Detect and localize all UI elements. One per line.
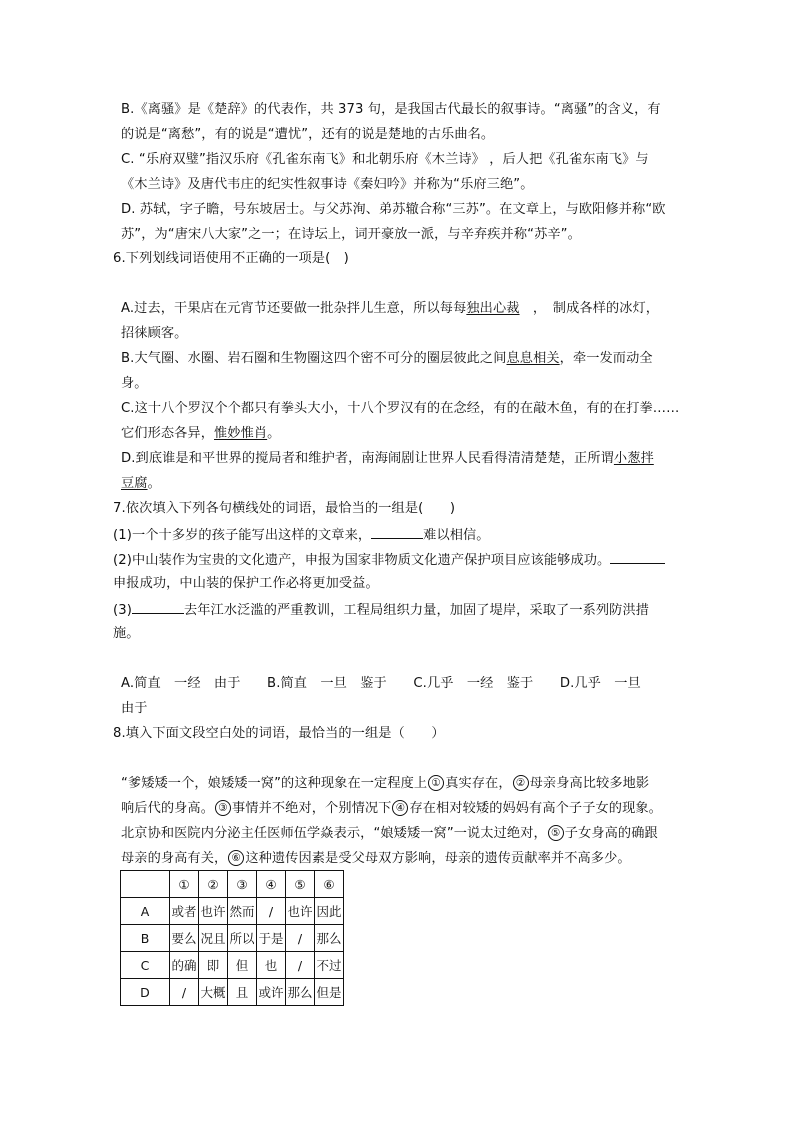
- q6-option-b-line2: 身。: [121, 376, 148, 391]
- table-cell: /: [286, 952, 315, 979]
- blank-marker-2: ②: [513, 775, 529, 791]
- q7-sentence-1: [113, 524, 490, 546]
- table-cell: 也许: [199, 898, 228, 925]
- q7-sentence-2-cont: 申报成功，中山装的保护工作必将更加受益。: [113, 576, 379, 591]
- q6-option-b-line1: [121, 349, 653, 369]
- table-header-cell: ①: [170, 871, 199, 898]
- table-cell: 但: [228, 952, 257, 979]
- table-cell: 要么: [170, 925, 199, 952]
- table-row-label: D: [121, 979, 170, 1006]
- table-cell: 况且: [199, 925, 228, 952]
- q6-c-text-post: 。: [267, 426, 281, 441]
- table-cell: [121, 871, 170, 898]
- blank-marker-5: ⑤: [548, 825, 564, 841]
- q6-a-underlined-word: 独出心裁: [466, 301, 520, 316]
- table-row-label: B: [121, 925, 170, 952]
- q6-d-text-pre: D.到底谁是和平世界的搅局者和维护者，南海闹剧让世界人民看得清清楚楚，正所谓: [121, 451, 614, 466]
- table-cell: /: [286, 925, 315, 952]
- q7-s3-post: 去年江水泛滥的严重教训，工程局组织力量，加固了堤岸，采取了一系列防洪措: [183, 603, 650, 618]
- table-cell: 所以: [228, 925, 257, 952]
- q8-text: 母亲的身高有关，: [121, 851, 228, 866]
- table-row-label: A: [121, 898, 170, 925]
- table-cell: 那么: [286, 979, 315, 1006]
- q8-text: 这种遗传因素是受父母双方影响，母亲的遗传贡献率并不高多少。: [245, 851, 631, 866]
- table-cell: 不过: [315, 952, 344, 979]
- q8-passage-line3: [121, 824, 658, 844]
- q8-options-table: [120, 870, 344, 1006]
- q5-option-b-line2: 的说是“离愁”，有的说是“遭忧”，还有的说是楚地的古乐曲名。: [121, 127, 495, 142]
- q8-text: “爹矮矮一个，娘矮矮一窝”的这种现象在一定程度上: [121, 776, 428, 791]
- q8-passage-line4: [121, 849, 631, 869]
- table-row: [121, 925, 344, 952]
- blank-marker-6: ⑥: [228, 850, 244, 866]
- blank-marker-4: ④: [392, 800, 408, 816]
- q5-option-b-line1: B.《离骚》是《楚辞》的代表作，共 373 句，是我国古代最长的叙事诗。“离骚”的含义，有: [121, 102, 661, 117]
- table-cell: 的确: [170, 952, 199, 979]
- q5-option-c-line1: C. “乐府双璧”指汉乐府《孔雀东南飞》和北朝乐府《木兰诗》 ，后人把《孔雀东南飞》与: [121, 152, 649, 167]
- q7-sentence-2: [113, 549, 665, 571]
- q6-d-underlined-word: 小葱拌: [613, 451, 654, 466]
- table-cell: 大概: [199, 979, 228, 1006]
- q6-b-text-pre: B.大气圈、水圈、岩石圈和生物圈这四个密不可分的圈层彼此之间: [121, 351, 507, 366]
- q5-option-c-line2: 《木兰诗》及唐代韦庄的纪实性叙事诗《秦妇吟》并称为“乐府三绝”。: [121, 177, 534, 192]
- q7-blank-2: [610, 549, 665, 564]
- q7-sentence-3-cont: 施。: [113, 626, 140, 641]
- q7-blank-1: [371, 524, 423, 539]
- blank-marker-3: ③: [215, 800, 231, 816]
- table-header-cell: ⑤: [286, 871, 315, 898]
- table-cell: 或许: [257, 979, 286, 1006]
- q7-s3-pre: (3): [113, 603, 132, 618]
- q7-sentence-3: [113, 599, 649, 621]
- q6-b-underlined-word: 息息相关: [506, 351, 560, 366]
- q6-stem: 6.下列划线词语使用不正确的一项是( ): [113, 251, 349, 266]
- table-header-cell: ④: [257, 871, 286, 898]
- q7-blank-3: [132, 599, 184, 614]
- table-header-cell: ②: [199, 871, 228, 898]
- table-header-cell: ⑥: [315, 871, 344, 898]
- table-cell: 但是: [315, 979, 344, 1006]
- table-row-label: C: [121, 952, 170, 979]
- table-row: [121, 898, 344, 925]
- q8-text: 存在相对较矮的妈妈有高个子子女的现象。: [409, 801, 662, 816]
- q6-a-text-pre: A.过去，干果店在元宵节还要做一批杂拌儿生意，所以每每: [121, 301, 467, 316]
- q6-c-underlined-word: 惟妙惟肖: [214, 426, 268, 441]
- table-cell: /: [170, 979, 199, 1006]
- q6-option-d-line1: [121, 449, 654, 469]
- q6-option-d-line2: [121, 474, 161, 494]
- table-header-cell: ③: [228, 871, 257, 898]
- q5-option-d-line2: 苏”，为“唐宋八大家”之一；在诗坛上，词开豪放一派，与辛弃疾并称“苏辛”。: [121, 227, 581, 242]
- table-cell: 也: [257, 952, 286, 979]
- q8-text: 事情并不绝对，个别情况下: [232, 801, 392, 816]
- q8-text: 响后代的身高。: [121, 801, 215, 816]
- table-header-row: [121, 871, 344, 898]
- table-cell: 因此: [315, 898, 344, 925]
- q6-option-a-line2: 招徕顾客。: [121, 326, 188, 341]
- table-cell: 然而: [228, 898, 257, 925]
- q6-c-text-pre: 它们形态各异，: [121, 426, 215, 441]
- q7-s1-post: 难以相信。: [423, 528, 490, 543]
- q6-b-text-post: ，牵一发而动全: [559, 351, 653, 366]
- q6-d-underlined-word-cont: 豆腐: [121, 476, 148, 491]
- q6-option-c-line1: C.这十八个罗汉个个都只有拳头大小，十八个罗汉有的在念经，有的在敲木鱼，有的在打拳……: [121, 401, 680, 416]
- q8-passage-line1: [121, 774, 649, 794]
- table-cell: 或者: [170, 898, 199, 925]
- q7-options-line2: 由于: [121, 701, 148, 716]
- table-cell: 也许: [286, 898, 315, 925]
- blank-marker-1: ①: [428, 775, 444, 791]
- q8-text: 子女身高的确跟: [564, 826, 658, 841]
- table-cell: 那么: [315, 925, 344, 952]
- q6-a-text-post: ， 制成各样的冰灯，: [519, 301, 660, 316]
- table-cell: 即: [199, 952, 228, 979]
- q7-options-line1: A.简直 一经 由于 B.简直 一旦 鉴于 C.几乎 一经 鉴于 D.几乎 一旦: [121, 676, 641, 691]
- q8-stem: 8.填入下面文段空白处的词语，最恰当的一组是（ ）: [113, 726, 445, 741]
- q6-option-c-line2: [121, 424, 280, 444]
- q8-passage-line2: [121, 799, 662, 819]
- table-cell: /: [257, 898, 286, 925]
- table-row: [121, 979, 344, 1006]
- q5-option-d-line1: D. 苏轼，字子瞻，号东坡居士。与父苏洵、弟苏辙合称“三苏”。在文章上，与欧阳修并称“欧: [121, 202, 666, 217]
- table-cell: 于是: [257, 925, 286, 952]
- table-cell: 且: [228, 979, 257, 1006]
- q7-s2-text: (2)中山装作为宝贵的文化遗产，申报为国家非物质文化遗产保护项目应该能够成功。: [113, 553, 611, 568]
- q6-d-text-post: 。: [147, 476, 161, 491]
- q8-text: 北京协和医院内分泌主任医师伍学焱表示，“娘矮矮一窝”一说太过绝对，: [121, 826, 547, 841]
- q8-text: 真实存在，: [445, 776, 512, 791]
- table-row: [121, 952, 344, 979]
- q6-option-a-line1: [121, 299, 659, 319]
- q7-stem: 7.依次填入下列各句横线处的词语，最恰当的一组是( ): [113, 501, 456, 516]
- q7-s1-pre: (1)一个十多岁的孩子能写出这样的文章来，: [113, 528, 372, 543]
- q8-text: 母亲身高比较多地影: [529, 776, 650, 791]
